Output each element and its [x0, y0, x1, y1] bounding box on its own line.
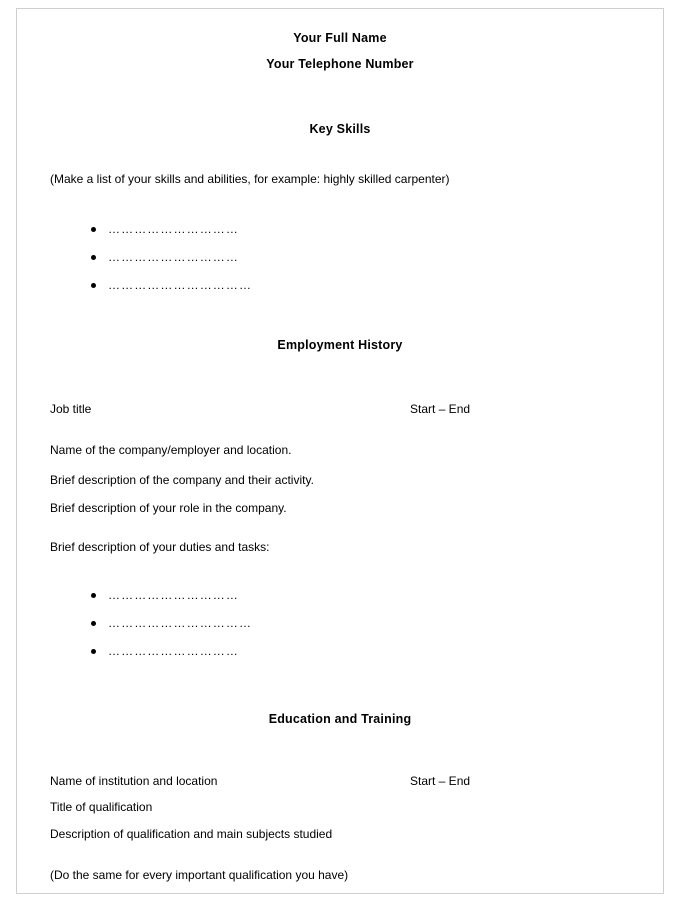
list-item [50, 617, 630, 629]
job-title-row [50, 402, 630, 416]
list-item-text: ………………………… [108, 250, 239, 265]
key-skills-list [50, 223, 630, 291]
list-item-text: ………………………… [108, 643, 239, 658]
resume-page [16, 8, 664, 894]
list-item-text: ………………………… [108, 222, 239, 237]
duties-intro: Brief description of your duties and tasks: [50, 539, 270, 554]
duties-list [50, 589, 630, 657]
bullet-icon [91, 649, 96, 654]
list-item-text: …………………………… [108, 278, 253, 293]
bullet-icon [91, 255, 96, 260]
full-name-heading: Your Full Name [293, 31, 387, 45]
list-item [50, 589, 630, 601]
list-item-text: …………………………… [108, 615, 253, 630]
bullet-icon [91, 283, 96, 288]
list-item [50, 223, 630, 235]
education-training-title: Education and Training [268, 711, 412, 726]
education-row [50, 774, 630, 788]
key-skills-note: (Make a list of your skills and abilities, for example: highly skilled carpenter) [50, 172, 450, 186]
key-skills-title: Key Skills [309, 122, 371, 136]
qualification-title: Title of qualification [50, 799, 153, 814]
resume-content [50, 9, 630, 884]
institution-name: Name of institution and location [50, 773, 218, 788]
company-line: Name of the company/employer and location. [50, 443, 292, 458]
bullet-icon [91, 227, 96, 232]
role-description: Brief description of your role in the company. [50, 500, 287, 515]
education-note: (Do the same for every important qualification you have) [50, 868, 349, 883]
employment-history-title: Employment History [277, 338, 403, 353]
telephone-heading: Your Telephone Number [266, 57, 414, 71]
job-dates: Start – End [410, 402, 471, 417]
bullet-icon [91, 621, 96, 626]
company-description: Brief description of the company and their activity. [50, 473, 314, 488]
qualification-description: Description of qualification and main subjects studied [50, 827, 333, 842]
bullet-icon [91, 593, 96, 598]
education-dates: Start – End [410, 773, 471, 788]
job-title: Job title [50, 402, 92, 417]
list-item [50, 279, 630, 291]
list-item [50, 645, 630, 657]
list-item [50, 251, 630, 263]
list-item-text: ………………………… [108, 587, 239, 602]
